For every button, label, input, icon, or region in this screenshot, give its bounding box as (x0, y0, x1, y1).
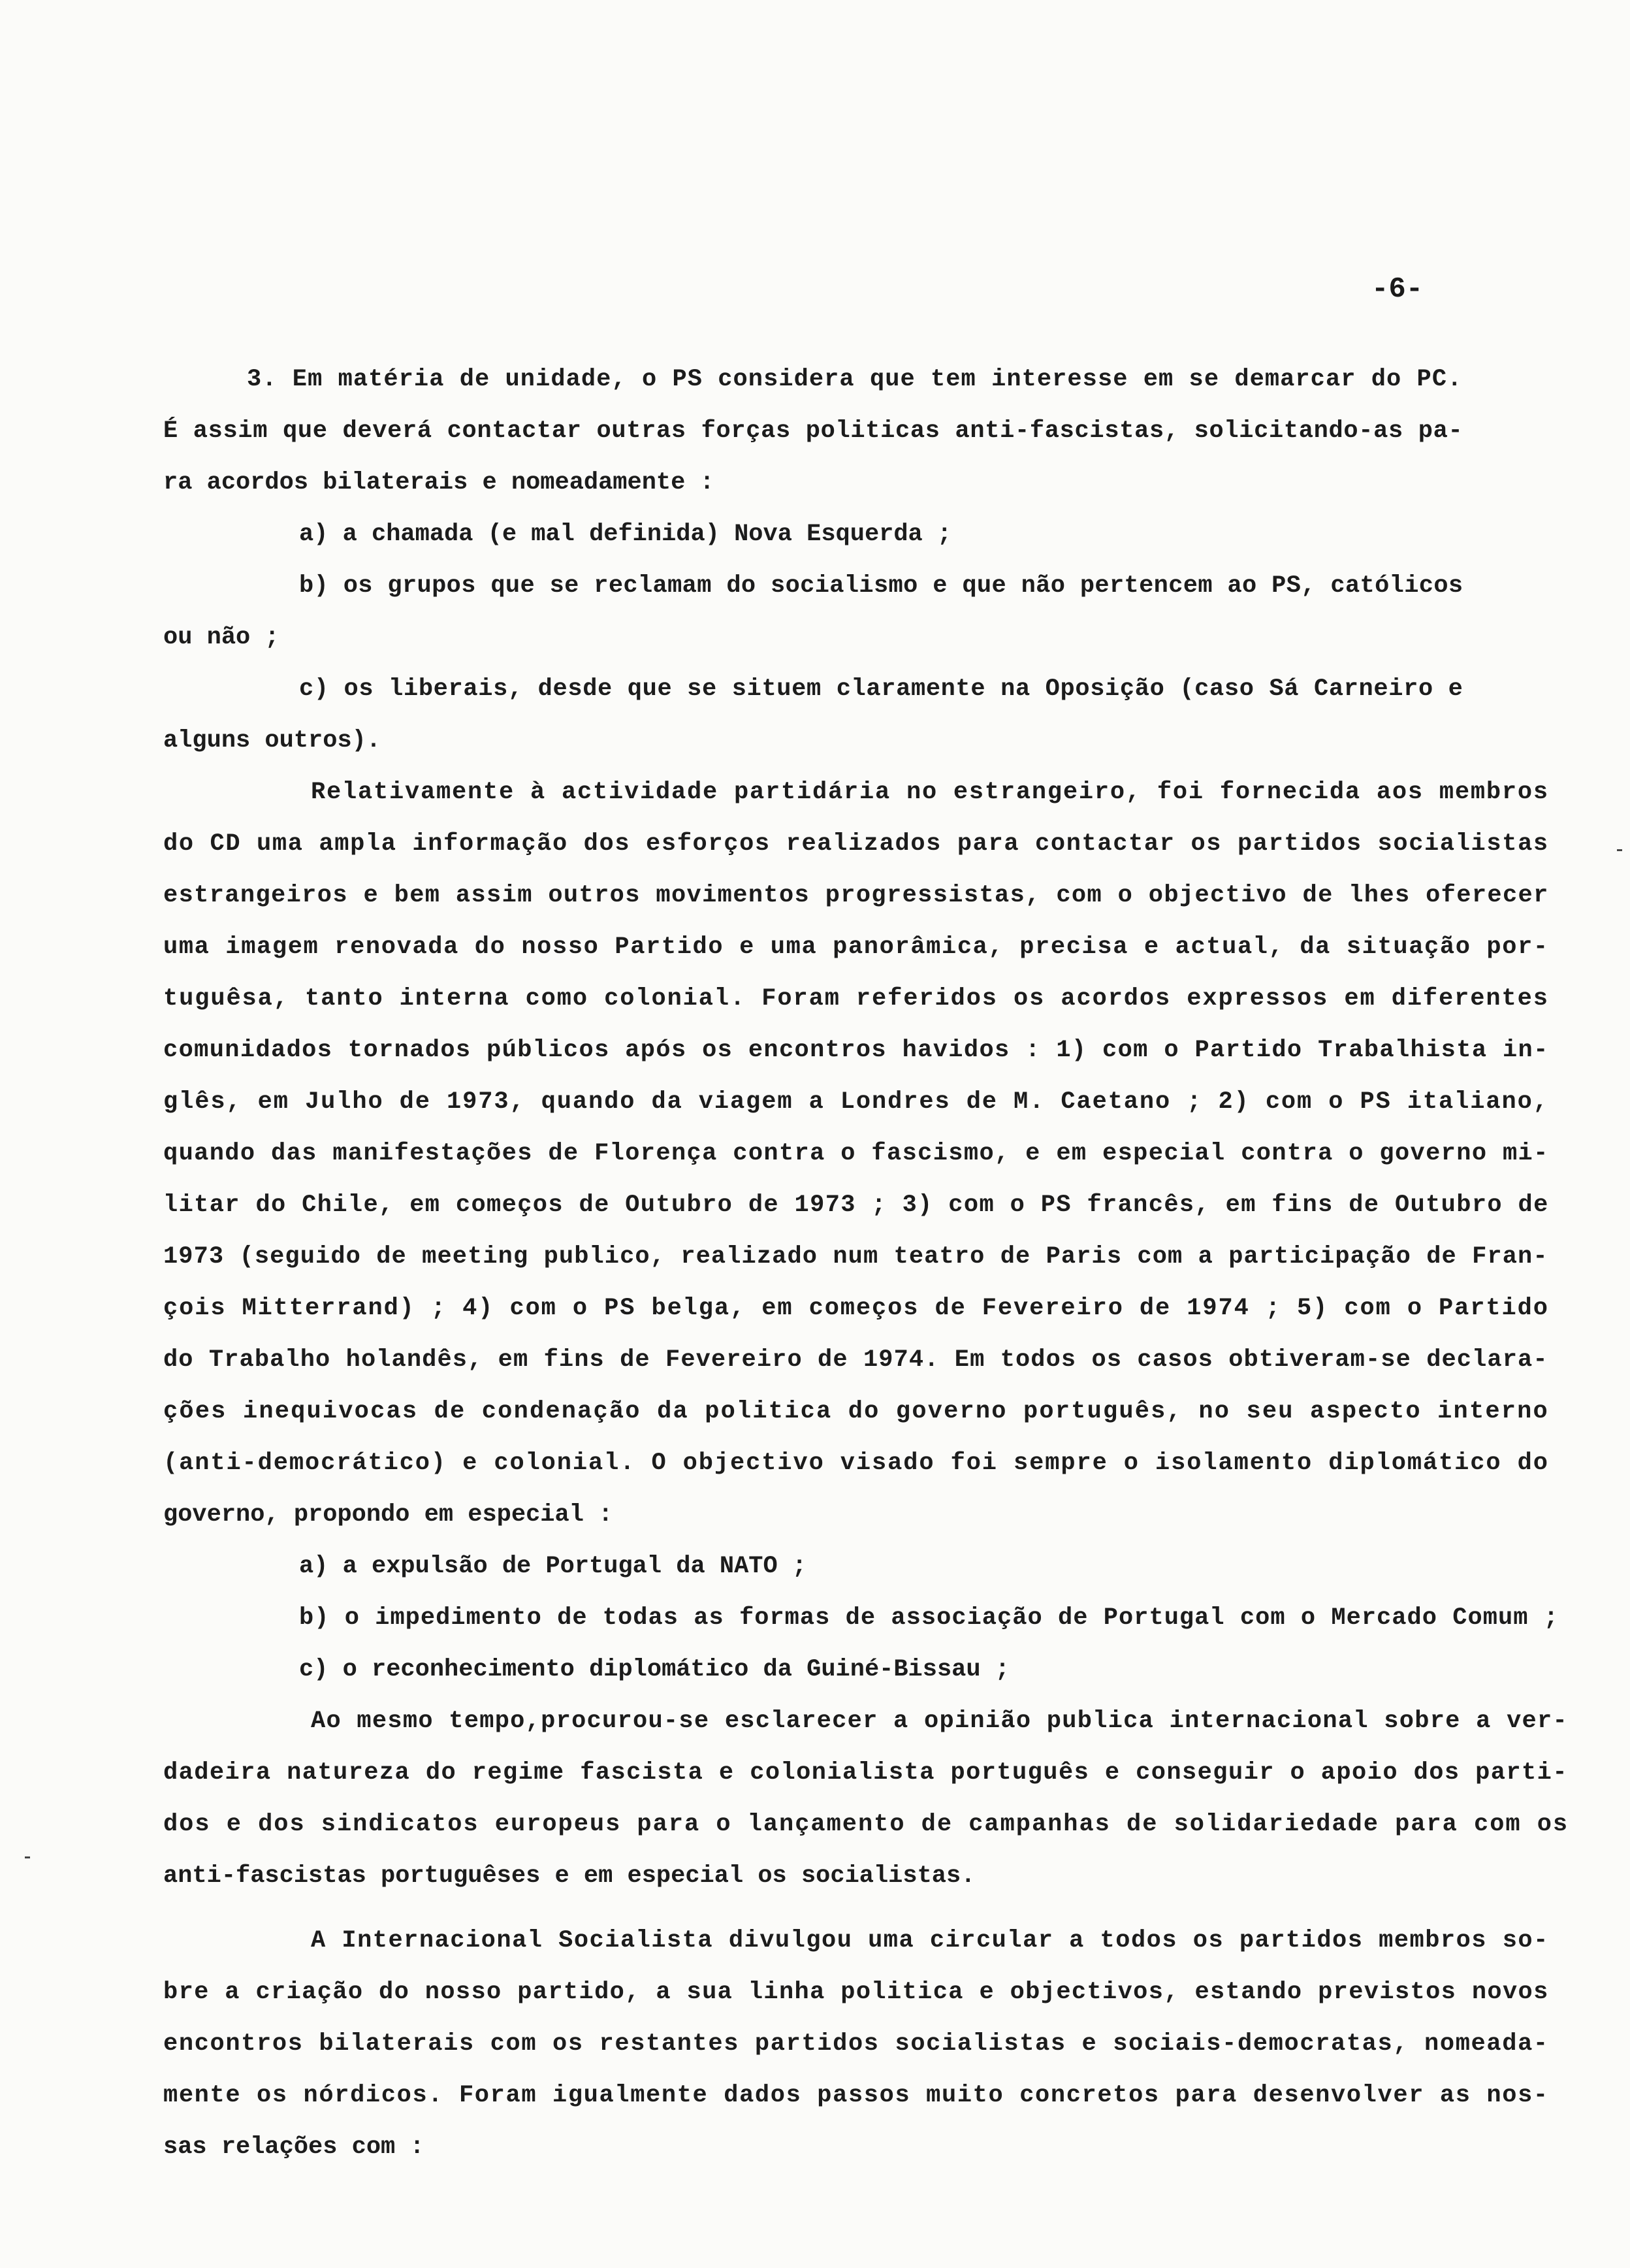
text-line: encontros bilaterais com os restantes partidos socialistas e sociais-democratas, nomeada- (163, 2030, 1549, 2058)
text-line: comunidados tornados públicos após os encontros havidos : 1) com o Partido Trabalhista in- (163, 1037, 1549, 1064)
text-line: estrangeiros e bem assim outros movimentos progressistas, com o objectivo de lhes oferecer (163, 882, 1549, 909)
text-line: governo, propondo em especial : (163, 1501, 613, 1529)
text-line: uma imagem renovada do nosso Partido e uma panorâmica, precisa e actual, da situação por- (163, 933, 1549, 961)
text-line: dos e dos sindicatos europeus para o lançamento de campanhas de solidariedade para com os (163, 1811, 1569, 1838)
text-line: do Trabalho holandês, em fins de Fevereiro de 1974. Em todos os casos obtiveram-se declara- (163, 1346, 1548, 1374)
margin-mark (25, 1856, 30, 1858)
text-line: c) os liberais, desde que se situem claramente na Oposição (caso Sá Carneiro e (299, 675, 1463, 703)
text-line: litar do Chile, em começos de Outubro de 1973 ; 3) com o PS francês, em fins de Outubro de (163, 1191, 1549, 1219)
text-line: a) a expulsão de Portugal da NATO ; (299, 1553, 807, 1580)
text-line: sas relações com : (163, 2133, 424, 2161)
text-line: alguns outros). (163, 727, 381, 754)
page-number: -6- (1371, 273, 1424, 306)
text-line: b) o impedimento de todas as formas de associação de Portugal com o Mercado Comum ; (299, 1604, 1559, 1632)
text-line: b) os grupos que se reclamam do socialismo e que não pertencem ao PS, católicos (299, 572, 1463, 600)
text-line: bre a criação do nosso partido, a sua linha politica e objectivos, estando previstos novos (163, 1979, 1549, 2006)
text-line: ra acordos bilaterais e nomeadamente : (163, 469, 714, 496)
text-line: a) a chamada (e mal definida) Nova Esquerda ; (299, 521, 952, 548)
text-line: tuguêsa, tanto interna como colonial. Foram referidos os acordos expressos em diferentes (163, 985, 1549, 1012)
text-line: A Internacional Socialista divulgou uma circular a todos os partidos membros so- (311, 1927, 1549, 1954)
text-line: (anti-democrático) e colonial. O objectivo visado foi sempre o isolamento diplomático do (163, 1450, 1549, 1477)
text-line: anti-fascistas portuguêses e em especial os socialistas. (163, 1862, 976, 1890)
text-line: c) o reconhecimento diplomático da Guiné-Bissau ; (299, 1656, 1010, 1683)
text-line: glês, em Julho de 1973, quando da viagem a Londres de M. Caetano ; 2) com o PS italiano, (163, 1088, 1549, 1116)
text-line: 1973 (seguido de meeting publico, realizado num teatro de Paris com a participação de Fran- (163, 1243, 1548, 1271)
text-line: 3. Em matéria de unidade, o PS considera que tem interesse em se demarcar do PC. (247, 366, 1463, 393)
text-line: ções inequivocas de condenação da politica do governo português, no seu aspecto interno (163, 1398, 1549, 1425)
text-line: É assim que deverá contactar outras forças politicas anti-fascistas, solicitando-as pa- (163, 417, 1463, 445)
text-line: ou não ; (163, 624, 280, 651)
text-line: mente os nórdicos. Foram igualmente dados passos muito concretos para desenvolver as nos- (163, 2082, 1549, 2109)
text-line: quando das manifestações de Florença contra o fascismo, e em especial contra o governo mi- (163, 1140, 1549, 1167)
text-line: do CD uma ampla informação dos esforços realizados para contactar os partidos socialistas (163, 830, 1549, 858)
text-line: Ao mesmo tempo,procurou-se esclarecer a opinião publica internacional sobre a ver- (311, 1708, 1568, 1735)
text-line: dadeira natureza do regime fascista e colonialista português e conseguir o apoio dos parti- (163, 1759, 1568, 1787)
text-line: Relativamente à actividade partidária no estrangeiro, foi fornecida aos membros (311, 779, 1549, 806)
text-line: çois Mitterrand) ; 4) com o PS belga, em começos de Fevereiro de 1974 ; 5) com o Partido (163, 1295, 1549, 1322)
margin-mark (1617, 849, 1622, 851)
